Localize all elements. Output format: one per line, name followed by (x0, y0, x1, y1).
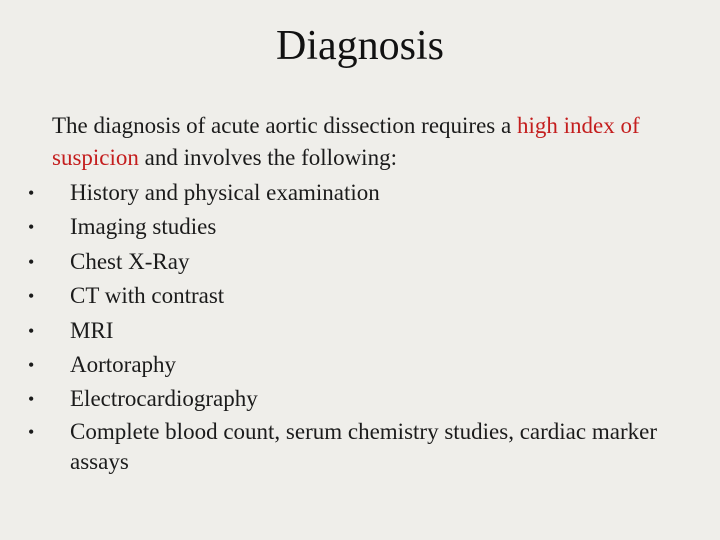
bullet-list (28, 176, 692, 477)
intro-highlight: high index of suspicion (52, 113, 640, 170)
intro-paragraph (52, 110, 692, 174)
list-item (28, 348, 692, 382)
list-item-text: MRI (70, 317, 114, 343)
bullet-icon: • (28, 286, 35, 307)
bullet-icon: • (28, 183, 35, 203)
list-item-text: Chest X-Ray (70, 248, 190, 274)
list-item-text: CT with contrast (70, 283, 225, 309)
intro-text-after: and involves the following: (138, 145, 397, 170)
list-item (28, 176, 692, 210)
list-item (28, 382, 692, 416)
list-item (28, 245, 692, 279)
slide-title: Diagnosis (276, 23, 444, 69)
bullet-icon: • (28, 251, 35, 272)
bullet-icon: • (28, 320, 35, 341)
list-item-text: Imaging studies (70, 214, 217, 240)
intro-text-before: The diagnosis of acute aortic dissection requires a (52, 113, 517, 138)
bullet-icon: • (28, 217, 35, 238)
list-item-text: Complete blood count, serum chemistry studies, cardiac marker assays (70, 418, 657, 474)
bullet-icon: • (28, 389, 35, 410)
list-item-text: Aortoraphy (70, 352, 177, 378)
list-item (28, 314, 692, 348)
list-item (28, 279, 692, 313)
list-item (28, 210, 692, 244)
list-item (28, 417, 692, 477)
slide-body (28, 110, 692, 477)
list-item-text: Electrocardiography (70, 386, 258, 412)
bullet-icon: • (28, 421, 35, 442)
list-item-text: History and physical examination (70, 180, 380, 205)
bullet-icon: • (28, 355, 35, 376)
